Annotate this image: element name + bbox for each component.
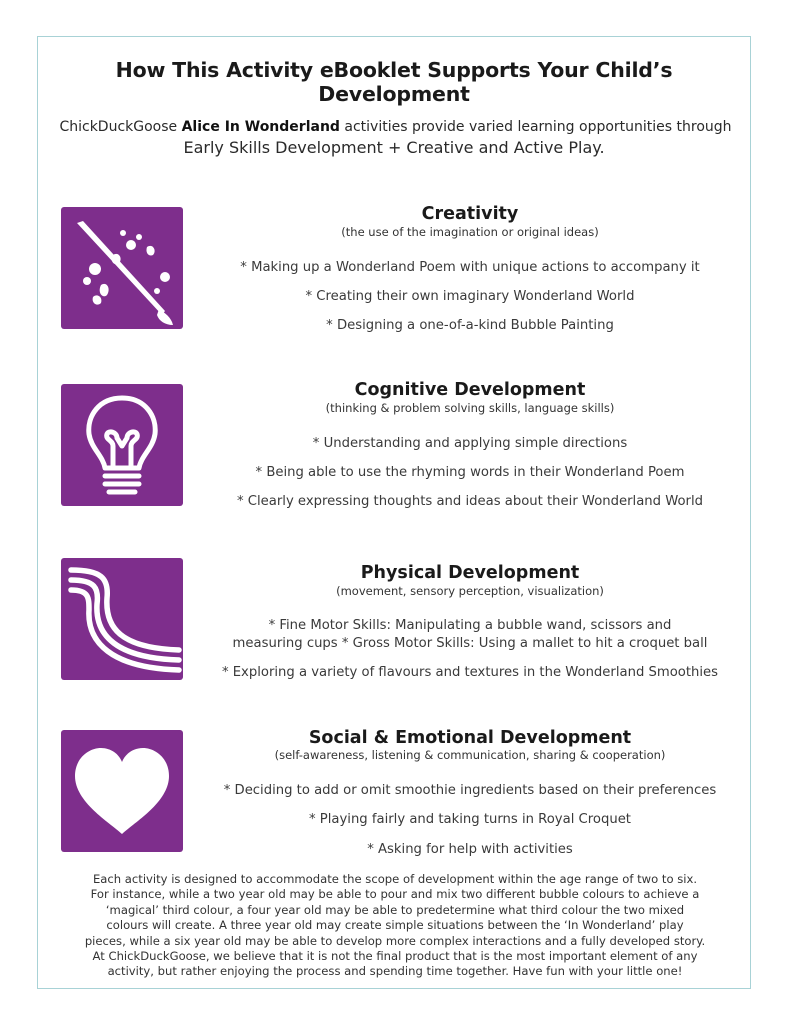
- cognitive-bullet-3: * Clearly expressing thoughts and ideas about their Wonderland World: [237, 494, 703, 509]
- creativity-bullet-3: * Designing a one-of-a-kind Bubble Painting: [326, 318, 614, 333]
- physical-bullet-2: measuring cups * Gross Motor Skills: Using a mallet to hit a croquet ball: [232, 636, 708, 651]
- physical-bullet-3: * Exploring a variety of flavours and textures in the Wonderland Smoothies: [221, 665, 719, 680]
- social-bullet-2: * Playing fairly and taking turns in Royal Croquet: [309, 812, 631, 827]
- footer-line: activity, but rather enjoying the process and spending time together. Have fun with your little one!: [107, 964, 683, 979]
- section-title-social: Social & Emotional Development: [308, 728, 632, 748]
- section-title-cognitive: Cognitive Development: [354, 380, 586, 400]
- creativity-bullet-1: * Making up a Wonderland Poem with unique actions to accompany it: [240, 260, 700, 275]
- intro-bold-title: Alice In Wonderland: [181, 119, 340, 135]
- intro-suffix: activities provide varied learning opportunities through: [339, 119, 732, 135]
- section-subtitle-social: (self-awareness, listening & communication, sharing & cooperation): [274, 748, 666, 762]
- section-title-creativity: Creativity: [421, 204, 519, 224]
- footer-line: At ChickDuckGoose, we believe that it is not the final product that is the most important element of any: [92, 949, 698, 964]
- physical-bullet-1: * Fine Motor Skills: Manipulating a bubble wand, scissors and: [268, 618, 672, 633]
- section-title-physical: Physical Development: [360, 563, 580, 583]
- social-bullet-3: * Asking for help with activities: [367, 842, 573, 857]
- creativity-bullet-2: * Creating their own imaginary Wonderland World: [305, 289, 635, 304]
- cognitive-bullet-2: * Being able to use the rhyming words in their Wonderland Poem: [255, 465, 685, 480]
- heart-icon: [61, 730, 183, 852]
- intro-line-1: [30, 119, 761, 135]
- section-subtitle-creativity: (the use of the imagination or original ideas): [341, 225, 599, 239]
- intro-prefix: ChickDuckGoose: [59, 119, 182, 135]
- motion-lines-icon: [61, 558, 183, 680]
- footer-line: Each activity is designed to accommodate the scope of development within the age range of two to six.: [92, 872, 698, 886]
- social-bullet-1: * Deciding to add or omit smoothie ingredients based on their preferences: [223, 783, 717, 798]
- paintbrush-icon: [61, 207, 183, 329]
- cognitive-bullet-1: * Understanding and applying simple directions: [312, 436, 628, 451]
- lightbulb-icon: [61, 384, 183, 506]
- section-subtitle-cognitive: (thinking & problem solving skills, language skills): [325, 401, 615, 415]
- footer-line: ‘magical’ third colour, a four year old may be able to predetermine what third colour the two mixed: [105, 902, 685, 917]
- section-subtitle-physical: (movement, sensory perception, visualization): [336, 584, 604, 598]
- footer-line: colours will create. A three year old may create simple situations between the ‘In Wonderland’ play: [106, 918, 684, 933]
- footer-line: For instance, while a two year old may be able to pour and mix two different bubble colours to achieve a: [90, 887, 700, 902]
- intro-line-2: Early Skills Development + Creative and Active Play.: [183, 138, 605, 157]
- footer-paragraph: [50, 872, 740, 980]
- page-title: How This Activity eBooklet Supports Your Child’s Development: [115, 58, 673, 106]
- footer-line: pieces, while a six year old may be able to develop more complex interactions and a fully developed story.: [84, 933, 706, 948]
